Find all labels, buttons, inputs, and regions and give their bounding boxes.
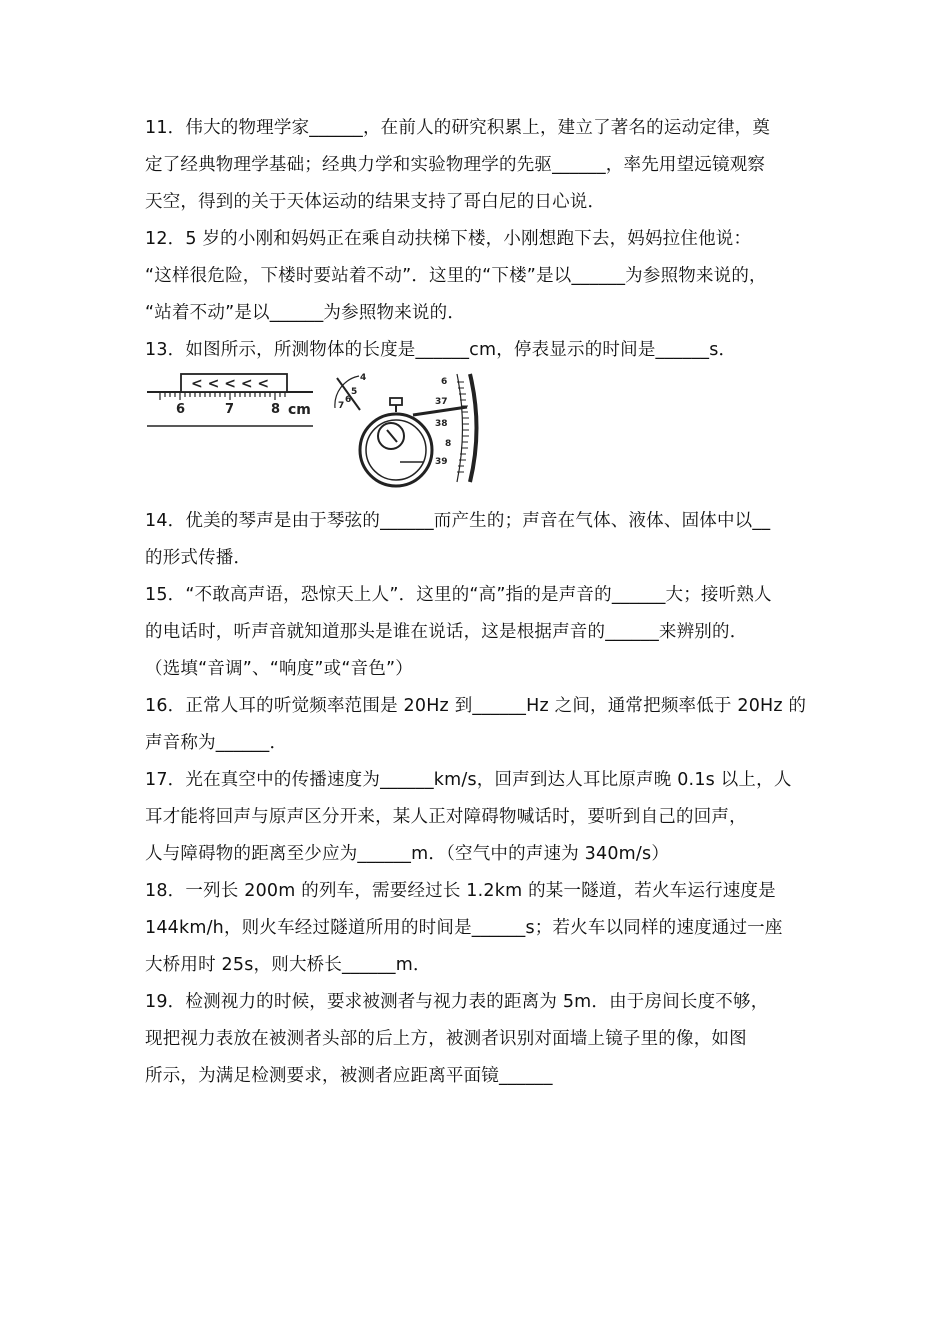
minute-dial-label: 6 <box>345 395 352 405</box>
ruler <box>147 374 313 426</box>
question-18-line-3: 大桥用时 25s，则大桥长______m． <box>145 955 431 975</box>
question-11-line-3: 天空，得到的关于天体运动的结果支持了哥白尼的日心说． <box>145 192 606 212</box>
question-17-line-1: 17．光在真空中的传播速度为______km/s，回声到达人耳比原声晚 0.1s 以上，人 <box>145 770 792 790</box>
ruler-tick-label: 8 <box>271 402 281 417</box>
seconds-scale-label: 6 <box>441 377 448 387</box>
question-11-line-2: 定了经典物理学基础；经典力学和实验物理学的先驱______，率先用望远镜观察 <box>145 155 766 175</box>
question-15-line-1: 15．“不敢高声语，恐惊天上人”．这里的“高”指的是声音的______大；接听熟人 <box>145 585 772 605</box>
question-19-line-1: 19．检测视力的时候，要求被测者与视力表的距离为 5m．由于房间长度不够， <box>145 992 769 1012</box>
question-15-line-3: （选填“音调”、“响度”或“音色”） <box>145 659 413 679</box>
question-14-line-1: 14．优美的琴声是由于琴弦的______而产生的；声音在气体、液体、固体中以__ <box>145 511 771 531</box>
stopwatch <box>335 373 477 486</box>
seconds-scale-label: 38 <box>435 419 448 429</box>
question-16-line-1: 16．正常人耳的听觉频率范围是 20Hz 到______Hz 之间，通常把频率低于 20Hz 的 <box>145 696 807 716</box>
minute-dial-label: 7 <box>338 401 345 411</box>
question-16-line-2: 声音称为______． <box>145 733 288 753</box>
seconds-scale-label: 37 <box>435 397 448 407</box>
question-15-line-2: 的电话时，听声音就知道那头是谁在说话，这是根据声音的______来辨别的． <box>145 622 748 642</box>
question-12-line-3: “站着不动”是以______为参照物来说的． <box>145 303 466 323</box>
question-13-line-1: 13．如图所示，所测物体的长度是______cm，停表显示的时间是______s． <box>145 340 737 360</box>
stopwatch-crown <box>390 398 402 405</box>
ruler-and-stopwatch-figure <box>145 368 485 488</box>
question-12-line-1: 12．5 岁的小刚和妈妈正在乘自动扶梯下楼，小刚想跑下去，妈妈拉住他说： <box>145 229 752 249</box>
question-19-line-3: 所示，为满足检测要求，被测者应距离平面镜______ <box>145 1066 553 1086</box>
question-18-line-2: 144km/h，则火车经过隧道所用的时间是______s；若火车以同样的速度通过一座 <box>145 918 783 938</box>
seconds-scale-label: 39 <box>435 457 448 467</box>
minute-dial-label: 5 <box>351 387 358 397</box>
ruler-unit-label: cm <box>288 402 311 418</box>
seconds-scale <box>470 374 477 482</box>
question-17-line-3: 人与障碍物的距离至少应为______m．（空气中的声速为 340m/s） <box>145 844 670 864</box>
seconds-pointer <box>413 407 467 415</box>
seconds-scale-label: 8 <box>445 439 452 449</box>
question-11-line-1: 11．伟大的物理学家______，在前人的研究积累上，建立了著名的运动定律，奠 <box>145 118 771 138</box>
question-18-line-1: 18．一列长 200m 的列车，需要经过长 1.2km 的某一隧道，若火车运行速度是 <box>145 881 776 901</box>
question-17-line-2: 耳才能将回声与原声区分开来，某人正对障碍物喊话时，要听到自己的回声， <box>145 807 747 827</box>
question-12-line-2: “这样很危险，下楼时要站着不动”．这里的“下楼”是以______为参照物来说的， <box>145 266 767 286</box>
question-14-line-2: 的形式传播． <box>145 548 252 568</box>
measured-object-marks: < < < < < <box>191 376 270 392</box>
ruler-tick-label: 6 <box>176 402 186 417</box>
ruler-tick-label: 7 <box>225 402 235 417</box>
question-19-line-2: 现把视力表放在被测者头部的后上方，被测者识别对面墙上镜子里的像，如图 <box>145 1029 747 1049</box>
minute-dial-label: 4 <box>360 373 367 383</box>
